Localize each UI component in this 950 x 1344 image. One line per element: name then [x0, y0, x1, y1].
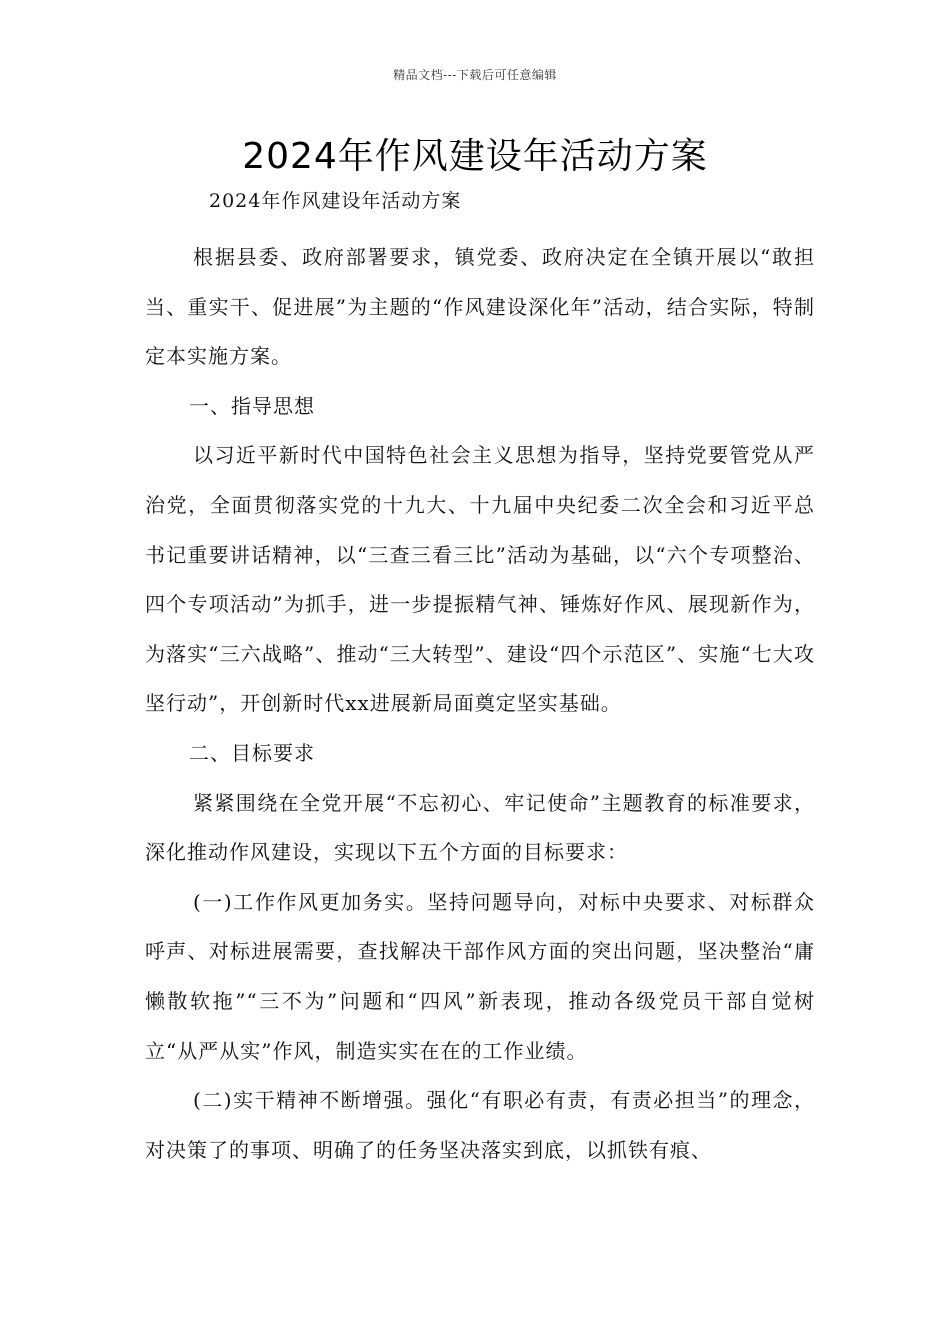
paragraph-goals-intro: 紧紧围绕在全党开展“不忘初心、牢记使命”主题教育的标准要求，深化推动作风建设，实现以下五个方面的目标要求：: [145, 790, 815, 865]
document-body: [145, 184, 815, 1175]
paragraph-guiding-ideology: 以习近平新时代中国特色社会主义思想为指导，坚持党要管党从严治党，全面贯彻落实党的十九大、十九届中央纪委二次全会和习近平总书记重要讲话精神，以“三查三看三比”活动为基础，以“六个专项整治、四个专项活动”为抓手，进一步提振精气神、锤炼好作风、展现新作为，为落实“三六战略”、推动“三大转型”、建设“四个示范区”、实施“七大攻坚行动”，开创新时代xx进展新局面奠定坚实基础。: [145, 443, 815, 716]
paragraph-goal-1: (一)工作作风更加务实。坚持问题导向，对标中央要求、对标群众呼声、对标进展需要，查找解决干部作风方面的突出问题，坚决整治“庸懒散软拖”“三不为”问题和“四风”新表现，推动各级党员干部自觉树立“从严从实”作风，制造实实在在的工作业绩。: [145, 889, 815, 1063]
header-note: 精品文档---下载后可任意编辑: [393, 68, 557, 82]
paragraph-intro: 根据县委、政府部署要求，镇党委、政府决定在全镇开展以“敢担当、重实干、促进展”为主题的“作风建设深化年”活动，结合实际，特制定本实施方案。: [145, 245, 815, 369]
section-heading-guiding-ideology: 一、指导思想: [189, 393, 315, 418]
paragraph-goal-2: (二)实干精神不断增强。强化“有职必有责，有责必担当”的理念，对决策了的事项、明确了的任务坚决落实到底，以抓铁有痕、: [145, 1088, 815, 1162]
document-subtitle: 2024年作风建设年活动方案: [209, 190, 462, 212]
document-title: 2024年作风建设年活动方案: [242, 136, 708, 177]
section-heading-goals: 二、目标要求: [189, 740, 315, 765]
